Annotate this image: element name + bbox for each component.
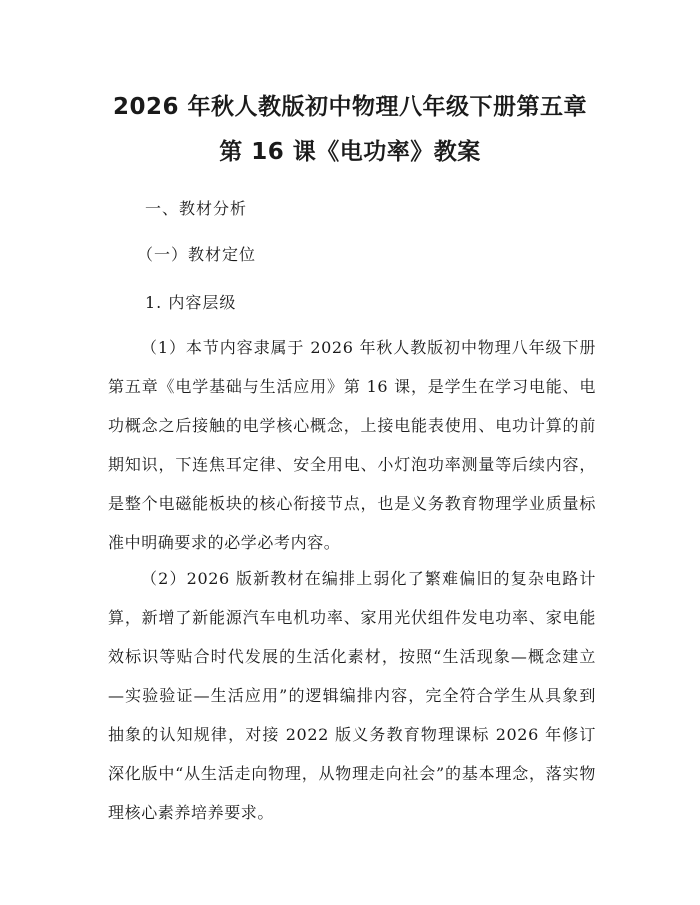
item-heading: 1. 内容层级 bbox=[145, 293, 237, 312]
subsection-heading: （一）教材定位 bbox=[137, 245, 257, 264]
section-heading: 一、教材分析 bbox=[145, 199, 248, 218]
paragraph-1: （1）本节内容隶属于 2026 年秋人教版初中物理八年级下册第五章《电学基础与生活应用》第 16 课，是学生在学习电能、电功概念之后接触的电学核心概念，上接电能表使用、电功计算的前期知识，下连焦耳定律、安全用电、小灯泡功率测量等后续内容，是整个电磁能板块的核心衔接节点，也是义务教育物理学业质量标准中明确要求的必学必考内容。 bbox=[108, 338, 596, 552]
document-title-line-2: 第 16 课《电功率》教案 bbox=[219, 139, 481, 165]
paragraph-2: （2）2026 版新教材在编排上弱化了繁难偏旧的复杂电路计算，新增了新能源汽车电机功率、家用光伏组件发电功率、家电能效标识等贴合时代发展的生活化素材，按照“生活现象—概念建立—实验验证—生活应用”的逻辑编排内容，完全符合学生从具象到抽象的认知规律，对接 2022 版义务教育物理课标 2026 年修订深化版中“从生活走向物理，从物理走向社会”的基本理念，落实物理核心素养培养要求。 bbox=[108, 569, 596, 822]
document-title-line-1: 2026 年秋人教版初中物理八年级下册第五章 bbox=[112, 94, 588, 120]
